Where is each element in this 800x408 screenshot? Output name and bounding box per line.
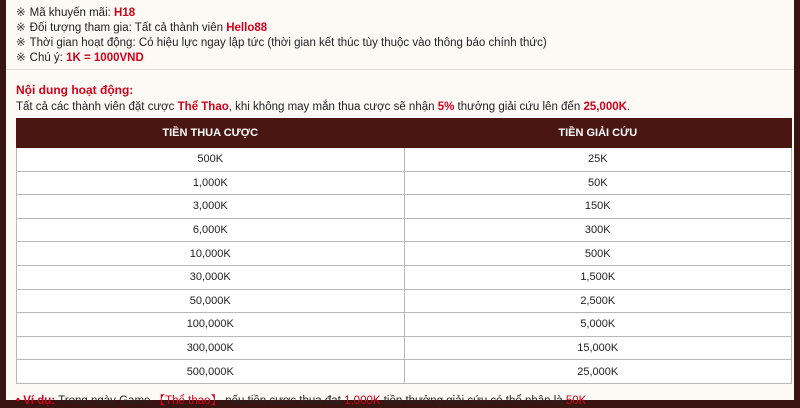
table-row [17,195,792,219]
promo-code-line [16,6,786,21]
table-header-row [17,119,792,148]
desc-text-3: thưởng giải cứu lên đến [457,101,581,113]
time-text: Thời gian hoạt động: Có hiệu lực ngay lập tức (thời gian kết thúc tùy thuộc vào thông báo chính thức) [29,37,547,49]
cell-rescue-amount: 2,500K [404,289,792,313]
desc-text-2: , khi không may mắn thua cược sẽ nhận [228,101,435,113]
example-text-1: Trong ngày Game [58,395,151,407]
table-row [17,148,792,172]
section-title: Nội dung hoạt động: [16,83,134,97]
promo-info [16,6,786,66]
example-loss: 1,000K [344,395,381,407]
header-rescue: TIỀN GIẢI CỨU [404,119,792,148]
cell-rescue-amount: 50K [404,171,792,195]
audience-label: Đối tượng tham gia: Tất cả thành viên [29,22,224,34]
cell-loss-amount: 10,000K [17,242,405,266]
cell-rescue-amount: 500K [404,242,792,266]
cell-loss-amount: 500,000K [17,360,405,384]
rescue-table [16,118,792,384]
cell-rescue-amount: 5,000K [404,313,792,337]
promo-code-value: H18 [114,7,136,19]
note-line [16,51,786,66]
example-label: • Ví dụ: [16,395,56,407]
cell-rescue-amount: 15,000K [404,336,792,360]
header-loss: TIỀN THUA CƯỢC [17,119,405,148]
example-text-3: tiền thưởng giải cứu có thể nhận là [383,395,563,407]
table-row [17,289,792,313]
cell-loss-amount: 6,000K [17,218,405,242]
reference-mark-icon: ※ [16,37,26,49]
table-row [17,265,792,289]
promo-code-label: Mã khuyến mãi: [29,7,111,19]
cell-rescue-amount: 25K [404,148,792,172]
table-row [17,218,792,242]
reference-mark-icon: ※ [16,7,26,19]
example-line [16,392,586,408]
note-label: Chú ý: [29,52,63,64]
desc-end: . [626,101,631,113]
example-text-2: nếu tiền cược thua đạt [225,395,341,407]
time-line [16,36,786,51]
section-description [16,101,630,113]
cell-loss-amount: 1,000K [17,171,405,195]
table-row [17,336,792,360]
desc-max: 25,000K [583,101,627,113]
audience-value: Hello88 [226,22,268,34]
cell-loss-amount: 100,000K [17,313,405,337]
cell-loss-amount: 500K [17,148,405,172]
note-value: 1K = 1000VND [66,52,144,64]
cell-rescue-amount: 1,500K [404,265,792,289]
desc-percent: 5% [437,101,455,113]
audience-line [16,21,786,36]
example-reward: 50K [565,395,587,407]
cell-loss-amount: 300,000K [17,336,405,360]
table-row [17,360,792,384]
desc-text-1: Tất cả các thành viên đặt cược [16,101,175,113]
table-row [17,171,792,195]
example-game: 【Thể thao】 [153,395,223,407]
cell-loss-amount: 3,000K [17,195,405,219]
table-row [17,313,792,337]
cell-rescue-amount: 150K [404,195,792,219]
cell-loss-amount: 50,000K [17,289,405,313]
table-row [17,242,792,266]
cell-loss-amount: 30,000K [17,265,405,289]
desc-game: Thể Thao [177,101,229,113]
reference-mark-icon: ※ [16,22,26,34]
section-divider [6,69,794,70]
cell-rescue-amount: 25,000K [404,360,792,384]
reference-mark-icon: ※ [16,52,26,64]
cell-rescue-amount: 300K [404,218,792,242]
